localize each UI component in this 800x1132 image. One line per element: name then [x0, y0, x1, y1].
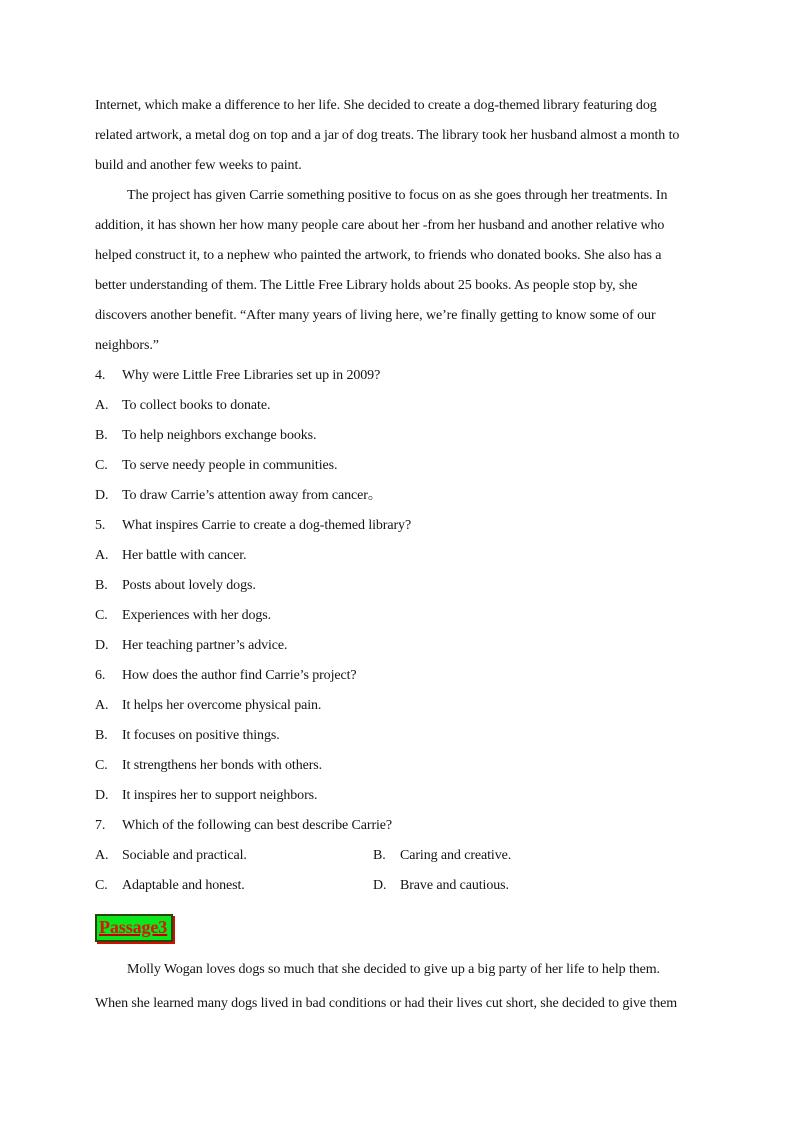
option-label: B. — [95, 728, 108, 743]
question-7-number: 7. — [95, 818, 106, 833]
question-7-option-b — [373, 841, 511, 871]
option-text: It inspires her to support neighbors. — [122, 788, 318, 803]
passage3-heading: Passage3 — [95, 914, 173, 942]
question-5-option-d — [95, 631, 710, 661]
option-label: B. — [373, 848, 386, 863]
question-6-stem — [95, 661, 710, 691]
question-6-option-a — [95, 691, 710, 721]
option-text: To help neighbors exchange books. — [122, 428, 317, 443]
question-6-option-d — [95, 781, 710, 811]
option-label: D. — [373, 878, 387, 893]
option-label: C. — [95, 458, 108, 473]
question-4-option-b — [95, 421, 710, 451]
option-text: It helps her overcome physical pain. — [122, 698, 322, 713]
option-text: It focuses on positive things. — [122, 728, 280, 743]
passage3-paragraph-1 — [95, 953, 710, 1021]
text-line: build and another few weeks to paint. — [95, 158, 302, 173]
passage2-paragraph-1 — [95, 91, 710, 181]
question-5-number: 5. — [95, 518, 106, 533]
option-text: To collect books to donate. — [122, 398, 271, 413]
question-6-text: How does the author find Carrie’s project? — [122, 668, 357, 683]
question-7-options-row-1 — [95, 841, 710, 871]
option-label: C. — [95, 878, 108, 893]
option-label: C. — [95, 758, 108, 773]
question-4-text: Why were Little Free Libraries set up in 2009? — [122, 368, 381, 383]
question-7-option-c — [95, 871, 373, 901]
question-4-stem — [95, 361, 710, 391]
question-7-text: Which of the following can best describe Carrie? — [122, 818, 393, 833]
text-line: Internet, which make a difference to her life. She decided to create a dog-themed library featuring dog — [95, 98, 657, 113]
question-7-option-a — [95, 841, 373, 871]
question-5-option-b — [95, 571, 710, 601]
option-label: A. — [95, 398, 109, 413]
option-text: Her teaching partner’s advice. — [122, 638, 288, 653]
option-label: D. — [95, 638, 109, 653]
option-text: Sociable and practical. — [122, 848, 247, 863]
option-text: Brave and cautious. — [400, 878, 509, 893]
question-5 — [95, 511, 710, 661]
text-line: When she learned many dogs lived in bad conditions or had their lives cut short, she decided to give them — [95, 996, 678, 1011]
text-line: Molly Wogan loves dogs so much that she decided to give up a big party of her life to help them. — [127, 962, 660, 977]
text-line: discovers another benefit. “After many years of living here, we’re finally getting to know some of our — [95, 308, 656, 323]
passage3-heading-row — [95, 914, 710, 942]
document-content — [95, 91, 710, 1021]
question-7-stem — [95, 811, 710, 841]
question-6-option-b — [95, 721, 710, 751]
text-line: addition, it has shown her how many people care about her -from her husband and another relative who — [95, 218, 665, 233]
option-text: Posts about lovely dogs. — [122, 578, 256, 593]
option-text: Experiences with her dogs. — [122, 608, 272, 623]
question-7-options-row-2 — [95, 871, 710, 901]
option-label: B. — [95, 428, 108, 443]
question-5-option-c — [95, 601, 710, 631]
question-4-option-c — [95, 451, 710, 481]
option-label: A. — [95, 698, 109, 713]
question-5-option-a — [95, 541, 710, 571]
text-line: helped construct it, to a nephew who painted the artwork, to friends who donated books. She also has a — [95, 248, 662, 263]
passage2-paragraph-2 — [95, 181, 710, 361]
question-4-number: 4. — [95, 368, 106, 383]
question-6 — [95, 661, 710, 811]
option-text: To draw Carrie’s attention away from cancer。 — [122, 488, 382, 503]
option-label: D. — [95, 488, 109, 503]
question-6-number: 6. — [95, 668, 106, 683]
question-6-option-c — [95, 751, 710, 781]
text-line: better understanding of them. The Little Free Library holds about 25 books. As people stop by, she — [95, 278, 638, 293]
option-text: Caring and creative. — [400, 848, 512, 863]
option-label: D. — [95, 788, 109, 803]
text-line: related artwork, a metal dog on top and a jar of dog treats. The library took her husband almost a month to — [95, 128, 680, 143]
option-label: B. — [95, 578, 108, 593]
text-line: neighbors.” — [95, 338, 159, 353]
option-text: To serve needy people in communities. — [122, 458, 338, 473]
question-5-stem — [95, 511, 710, 541]
question-4 — [95, 361, 710, 511]
option-label: A. — [95, 848, 109, 863]
text-line: The project has given Carrie something positive to focus on as she goes through her treatments. In — [127, 188, 668, 203]
option-text: It strengthens her bonds with others. — [122, 758, 323, 773]
question-5-text: What inspires Carrie to create a dog-themed library? — [122, 518, 412, 533]
option-text: Adaptable and honest. — [122, 878, 245, 893]
option-text: Her battle with cancer. — [122, 548, 247, 563]
option-label: A. — [95, 548, 109, 563]
question-7 — [95, 811, 710, 901]
question-4-option-d — [95, 481, 710, 511]
question-7-option-d — [373, 871, 509, 901]
question-4-option-a — [95, 391, 710, 421]
option-label: C. — [95, 608, 108, 623]
